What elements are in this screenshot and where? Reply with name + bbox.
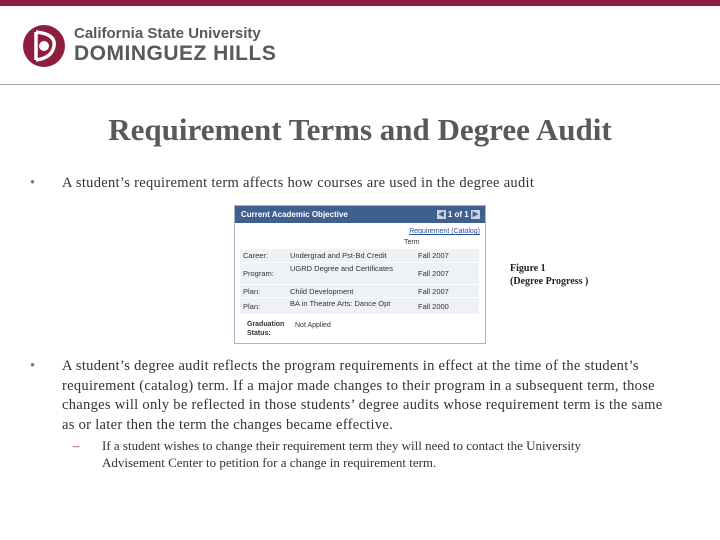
academic-objective-panel — [234, 205, 486, 344]
previous-icon[interactable]: ◀ — [438, 211, 444, 219]
row-label: Plan: — [243, 302, 261, 311]
row-term: Fall 2007 — [418, 251, 449, 260]
graduation-label-line1: Graduation — [247, 321, 285, 328]
bullet-dot: • — [30, 175, 36, 191]
bullet-dot: • — [30, 358, 36, 374]
row-label: Program: — [243, 269, 274, 278]
term-column-label: Term — [404, 239, 420, 246]
university-seal-icon — [22, 24, 66, 68]
row-label: Plan: — [243, 287, 261, 296]
row-label: Career: — [243, 251, 269, 260]
pager-text: 1 of 1 — [447, 210, 469, 219]
figure-caption-line1: Figure 1 — [510, 263, 546, 274]
logo-line-2: DOMINGUEZ HILLS — [74, 42, 277, 65]
table-row — [240, 298, 479, 315]
row-term: Fall 2007 — [418, 269, 449, 278]
requirement-link[interactable]: Requirement (Catalog) — [409, 228, 480, 235]
panel-title: Current Academic Objective — [241, 210, 348, 219]
table-row — [240, 249, 479, 263]
figure-caption — [510, 262, 588, 288]
row-value: Undergrad and Pst-Bd Credit — [290, 251, 387, 260]
row-value: UGRD Degree and Certificates — [290, 264, 393, 273]
bullet-text: A student’s degree audit reflects the program requirements in effect at the time of the student’s requirement (catalog) term. If a major made changes to their program in a subsequent term, those changes will only be reflected in those students’ degree audits whose requirement term is the same as or later then the term the changes became effective. — [62, 358, 663, 433]
header-divider — [0, 84, 720, 85]
top-accent-bar — [0, 0, 720, 6]
graduation-status-label — [247, 320, 284, 338]
bullet-text: A student’s requirement term affects how courses are used in the degree audit — [62, 175, 535, 191]
row-term: Fall 2007 — [418, 287, 449, 296]
next-icon[interactable]: ▶ — [472, 211, 479, 219]
graduation-status-value: Not Applied — [295, 322, 331, 329]
panel-header — [235, 206, 485, 223]
logo-line-1: California State University — [74, 25, 261, 42]
university-logo — [22, 22, 277, 70]
sub-bullet-dash: – — [73, 438, 80, 453]
row-value: Child Development — [290, 287, 354, 296]
slide-title: Requirement Terms and Degree Audit — [108, 112, 612, 147]
figure-caption-line2: (Degree Progress ) — [510, 276, 589, 287]
panel-pager — [437, 206, 480, 223]
table-row — [240, 285, 479, 298]
graduation-label-line2: Status: — [247, 330, 271, 337]
sub-bullet-text: If a student wishes to change their requirement term they will need to contact the University Advisement Center to petition for a change in requirement term. — [102, 438, 582, 470]
row-value: BA in Theatre Arts: Dance Opt — [290, 299, 391, 308]
row-term: Fall 2000 — [418, 302, 449, 311]
table-row — [240, 263, 479, 285]
